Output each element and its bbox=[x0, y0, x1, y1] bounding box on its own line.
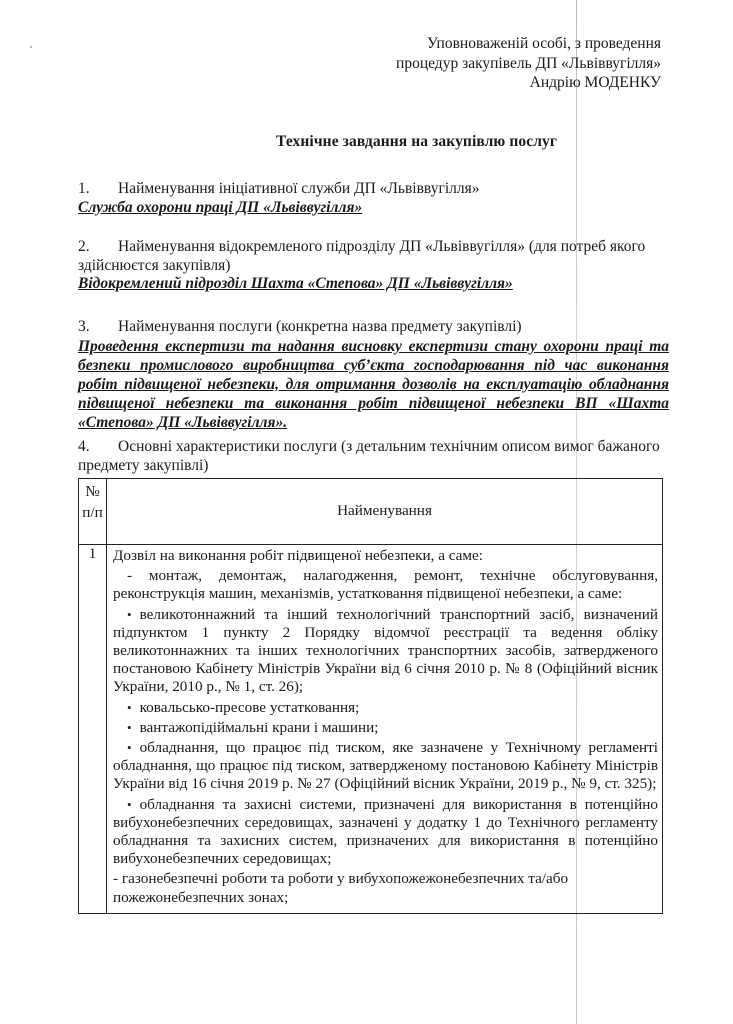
bullet-item: • вантажопідіймальні крани і машини; bbox=[113, 719, 658, 737]
row-subitem-text: - монтаж, демонтаж, налагодження, ремонт, технічне обслуговування, реконструкція машин, механізмів, устатковання підвищеної небезпеки, а саме: bbox=[113, 567, 658, 603]
header-number: № п/п bbox=[79, 479, 107, 545]
section-2-answer: Відокремлений підрозділ Шахта «Степова» ДП «Львіввугілля» bbox=[78, 275, 513, 292]
section-3-answer: Проведення експертизи та надання висновку експертизи стану охорони праці та безпеки промислового виробництва суб’єкта господарювання під час виконання робіт підвищеної небезпеки, для отримання дозволів на експлуатацію обладнання підвищеної небезпеки та виконання робіт підвищеної небезпеки ВП «Шахта «Степова» ДП «Львіввугілля». bbox=[78, 337, 669, 431]
section-2-number: 2. bbox=[78, 238, 90, 255]
bullet-icon bbox=[127, 606, 140, 623]
bullet-item: • обладнання, що працює під тиском, яке зазначене у Технічному регламенті обладнання, що працює під тиском, затвердженому постановою Кабінету Міністрів України від 16 січня 2019 р. № 27 (Офіційний вісник України, 2019 р., № 9, ст. 325); bbox=[113, 739, 658, 794]
bullet-icon bbox=[127, 719, 140, 736]
table-header-row bbox=[79, 479, 663, 545]
section-3-number: 3. bbox=[78, 318, 90, 335]
addressee-line-3: Андрію МОДЕНКУ bbox=[529, 74, 661, 91]
bullet-item: • великотоннажний та інший технологічний транспортний засіб, визначений підпунктом 1 пункту 2 Порядку відомчої реєстрації та ведення обліку великотоннажних та інших технологічних транспортних засобів, затвердженого постановою Кабінету Міністрів України від 6 січня 2010 р. № 8 (Офіційний вісник України, 2010 р., № 1, ст. 26); bbox=[113, 606, 658, 697]
section-3-label: Найменування послуги (конкретна назва предмету закупівлі) bbox=[118, 318, 522, 335]
bullet-icon bbox=[127, 796, 140, 813]
section-4 bbox=[78, 438, 669, 475]
section-2 bbox=[78, 238, 669, 294]
row-tail-text: - газонебезпечні роботи та роботи у вибухопожежонебезпечних та/або пожежонебезпечних зонах; bbox=[113, 870, 569, 906]
addressee-block bbox=[301, 34, 661, 93]
addressee-line-2: процедур закупівель ДП «Львіввугілля» bbox=[396, 54, 661, 72]
bullet-icon bbox=[127, 699, 140, 716]
section-4-number: 4. bbox=[78, 438, 90, 455]
header-name: Найменування bbox=[107, 479, 663, 545]
services-table bbox=[78, 478, 663, 914]
section-1 bbox=[78, 180, 669, 217]
section-3 bbox=[78, 318, 669, 432]
section-1-number: 1. bbox=[78, 180, 90, 197]
bullet-item: • ковальсько-пресове устатковання; bbox=[113, 699, 658, 717]
bullet-icon bbox=[127, 739, 140, 756]
row-content bbox=[107, 545, 663, 914]
section-4-label: Основні характеристики послуги (з детальним технічним описом вимог бажаного предмету закупівлі) bbox=[78, 438, 660, 474]
addressee-line-1: Уповноваженій особі, з проведення bbox=[426, 35, 661, 52]
table-row bbox=[79, 545, 663, 914]
section-1-answer: Служба охорони праці ДП «Львіввугілля» bbox=[78, 198, 363, 216]
section-1-label: Найменування ініціативної служби ДП «Львіввугілля» bbox=[118, 180, 480, 197]
row-number: 1 bbox=[79, 545, 107, 914]
document-title: Технічне завдання на закупівлю послуг bbox=[276, 133, 557, 150]
section-2-label: Найменування відокремленого підрозділу ДП «Львіввугілля» (для потреб якого здійснюєтся закупівля) bbox=[78, 238, 646, 274]
row-lead-text: Дозвіл на виконання робіт підвищеної небезпеки, а саме: bbox=[113, 547, 483, 564]
scan-speck bbox=[30, 46, 32, 48]
bullet-item: • обладнання та захисні системи, призначені для використання в потенційно вибухонебезпечних середовищах, зазначені у додатку 1 до Технічного регламенту обладнання та захисних систем, призначених для використання в потенційно вибухонебезпечних середовищах; bbox=[113, 796, 658, 869]
